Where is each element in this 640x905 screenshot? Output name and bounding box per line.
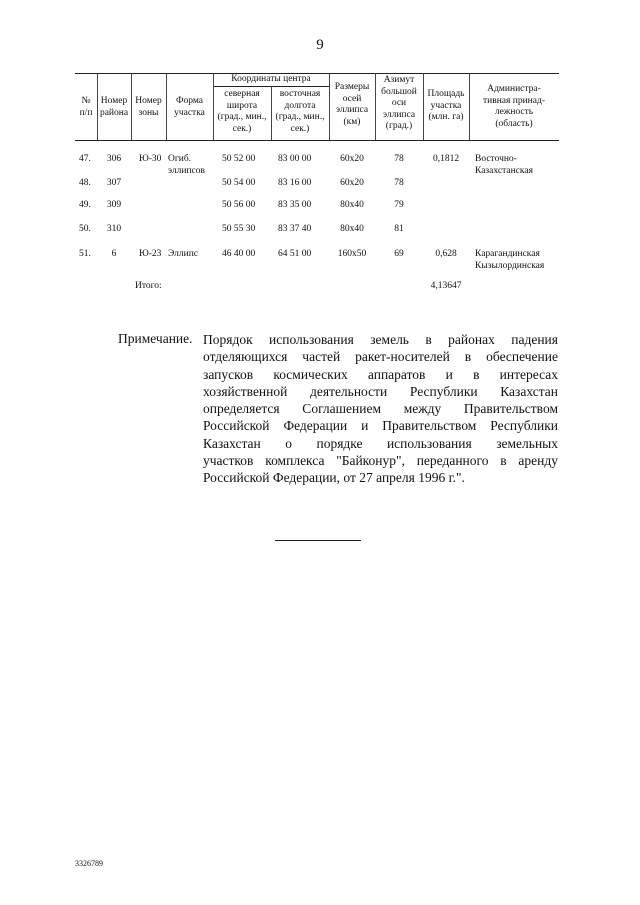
row-zone: Ю-23	[139, 249, 162, 259]
header-east-longitude: восточная долгота (град., мин., сек.)	[275, 89, 325, 134]
header-shape: Форма участка	[174, 96, 205, 118]
total-label: Итого:	[135, 281, 162, 291]
row-num: 48.	[79, 178, 91, 188]
row-region: 6	[111, 249, 117, 259]
row-azimuth: 78	[394, 178, 404, 188]
table-header-bottom-rule	[75, 140, 559, 141]
note-line: запусков космических аппаратов и в интересах	[203, 366, 558, 382]
header-admin: Администра- тивная принад- лежность (область)	[483, 84, 545, 129]
note-line: хозяйственной деятельности Республики Казахстан	[203, 383, 558, 399]
total-value: 4,13647	[430, 281, 462, 291]
row-region: 306	[106, 154, 122, 164]
row-size: 60х20	[340, 154, 364, 164]
header-num: № п/п	[79, 96, 93, 118]
row-azimuth: 79	[394, 200, 404, 210]
row-zone: Ю-30	[139, 154, 162, 164]
row-admin: Карагандинская Кызылординская	[475, 249, 545, 271]
row-azimuth: 81	[394, 224, 404, 234]
row-east: 83 16 00	[278, 178, 312, 188]
row-east: 83 37 40	[278, 224, 312, 234]
note-line: Казахстан о порядке использования земельных	[203, 435, 558, 451]
note-label: Примечание.	[118, 331, 193, 346]
row-shape: Эллипс	[168, 249, 199, 259]
row-east: 83 35 00	[278, 200, 312, 210]
row-north: 50 55 30	[222, 224, 256, 234]
end-separator-line	[275, 540, 361, 541]
header-ellipse-size: Размеры осей эллипса (км)	[334, 82, 370, 127]
row-size: 160х50	[337, 249, 367, 259]
header-area: Площадь участка (млн. га)	[427, 89, 465, 122]
row-num: 47.	[79, 154, 91, 164]
row-north: 50 52 00	[222, 154, 256, 164]
header-region: Номер района	[99, 96, 129, 118]
row-num: 49.	[79, 200, 91, 210]
row-east: 64 51 00	[278, 249, 312, 259]
row-north: 50 56 00	[222, 200, 256, 210]
page-number: 9	[316, 37, 324, 53]
row-num: 50.	[79, 224, 91, 234]
row-area: 0,628	[435, 249, 457, 259]
row-region: 307	[106, 178, 122, 188]
note-text	[203, 331, 558, 487]
row-size: 80х40	[340, 224, 364, 234]
row-east: 83 00 00	[278, 154, 312, 164]
row-azimuth: 69	[394, 249, 404, 259]
note-line: Порядок использования земель в районах падения	[203, 332, 558, 347]
row-admin: Восточно- Казахстанская	[475, 154, 533, 176]
row-region: 310	[106, 224, 122, 234]
row-azimuth: 78	[394, 154, 404, 164]
header-north-latitude: северная широта (град., мин., сек.)	[217, 89, 267, 134]
document-code: 3326789	[75, 859, 103, 868]
header-azimuth: Азимут большой оси эллипса (град.)	[381, 75, 417, 131]
row-north: 46 40 00	[222, 249, 256, 259]
note-line: Российской Федерации и Правительством Республики	[203, 418, 558, 434]
header-coords-group: Координаты центра	[231, 74, 311, 84]
row-size: 60х20	[340, 178, 364, 188]
row-region: 309	[106, 200, 122, 210]
row-north: 50 54 00	[222, 178, 256, 188]
note-line: участков комплекса "Байконур", переданного в аренду	[203, 453, 558, 469]
note-line: отделяющихся частей ракет-носителей в обеспечение	[203, 349, 558, 365]
note-line: Российской Федерации, от 27 апреля 1996 г.".	[203, 470, 465, 486]
row-shape: Огиб. эллипсов	[168, 154, 206, 176]
note-line: определяется Соглашением между Правительством	[203, 401, 558, 417]
row-size: 80х40	[340, 200, 364, 210]
header-zone: Номер зоны	[135, 96, 162, 118]
row-num: 51.	[79, 249, 91, 259]
row-area: 0,1812	[432, 154, 460, 164]
